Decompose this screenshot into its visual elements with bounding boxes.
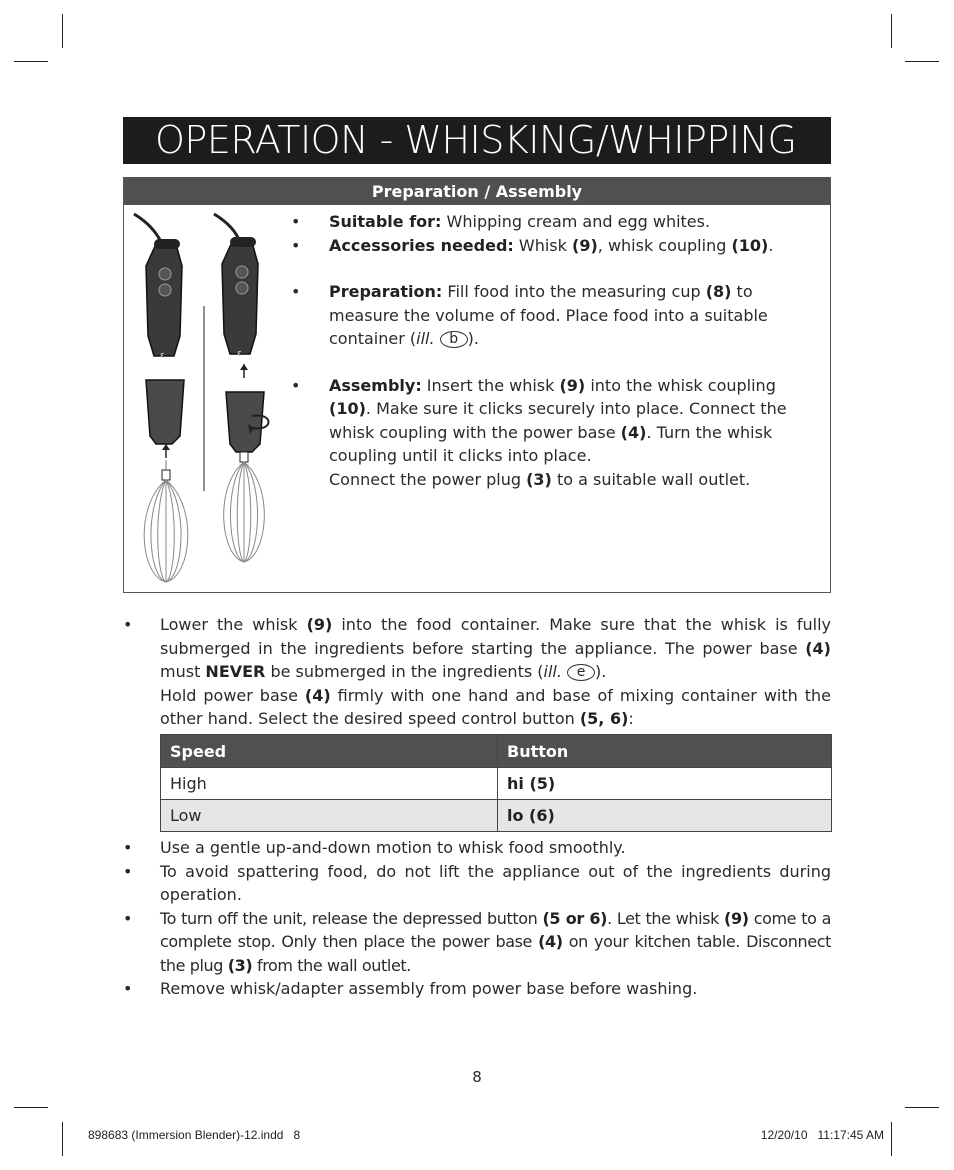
text: into the food container. Make sure that the whisk is fully submerged in the ingredients before starting the appliance. The power base — [160, 615, 832, 658]
part-ref: (3) — [526, 469, 552, 489]
part-ref: (9) — [559, 375, 586, 395]
text: be submerged in the ingredients ( — [265, 662, 544, 681]
text: Use a gentle up-and-down motion to whisk food smoothly. — [160, 838, 626, 857]
footer-filename: 898683 (Immersion Blender)-12.indd 8 — [88, 1128, 301, 1142]
svg-text:ε: ε — [160, 351, 165, 361]
text: To avoid spattering food, do not lift the appliance out of the ingredients during operation. — [160, 861, 831, 904]
text: come to a complete stop. Only then place the power base — [160, 908, 832, 951]
bullet: • — [291, 282, 301, 301]
button-cell: lo (6) — [498, 800, 832, 832]
bullet: • — [291, 375, 301, 395]
ill-word: ill. — [416, 329, 435, 348]
crop-mark — [905, 1107, 939, 1108]
text: must — [160, 662, 206, 681]
part-ref: (10) — [731, 235, 769, 255]
text: on your kitchen table. Disconnect the plug — [160, 932, 831, 975]
bullet: • — [291, 212, 301, 231]
part-ref: (8) — [705, 282, 732, 301]
crop-mark — [905, 61, 939, 62]
table-header-row — [161, 735, 832, 768]
text: Connect the power plug — [329, 469, 527, 489]
bullet: • — [291, 235, 301, 255]
text: . Let the whisk — [607, 908, 725, 928]
part-ref: (5 or 6) — [542, 908, 608, 928]
table-row — [161, 768, 832, 800]
preparation-box — [123, 177, 831, 593]
part-ref: (9) — [306, 615, 333, 634]
text: from the wall outlet. — [252, 955, 411, 975]
crop-mark — [891, 1122, 892, 1156]
blender-whisk-illustration — [124, 206, 304, 591]
speed-table — [160, 734, 832, 832]
ill-word: ill. — [543, 662, 562, 681]
part-ref: (5, 6) — [579, 709, 629, 728]
crop-mark — [62, 1122, 63, 1156]
text: Lower the whisk — [160, 615, 307, 634]
text: ). — [595, 662, 607, 681]
text: . Make sure it clicks securely into place. Connect the whisk coupling with the power base — [329, 399, 787, 442]
column-header-button: Button — [498, 735, 832, 768]
never-emphasis: NEVER — [205, 662, 266, 681]
instructions-continued — [123, 836, 831, 1001]
list-item — [123, 907, 831, 978]
crop-mark — [62, 14, 63, 48]
crop-mark — [14, 61, 48, 62]
column-header-speed: Speed — [161, 735, 498, 768]
part-ref: (9) — [572, 235, 598, 255]
text: to a suitable wall outlet. — [551, 469, 751, 489]
list-item — [123, 860, 831, 907]
list-item — [291, 210, 821, 234]
ill-e-marker: e — [567, 664, 595, 681]
part-ref: (10) — [329, 399, 366, 418]
part-ref: (4) — [620, 422, 647, 442]
text: To turn off the unit, release the depressed button — [160, 908, 543, 928]
part-ref: (9) — [724, 908, 749, 928]
text: . — [768, 235, 774, 255]
list-item — [291, 234, 821, 258]
footer-timestamp: 12/20/10 11:17:45 AM — [760, 1128, 884, 1142]
page-title: OPERATION - WHISKING/WHIPPING — [123, 117, 831, 164]
crop-mark — [14, 1107, 48, 1108]
part-ref: (4) — [538, 932, 563, 951]
part-ref: (3) — [227, 955, 253, 975]
part-ref: (4) — [805, 638, 831, 658]
text: : — [628, 709, 634, 728]
instructions — [123, 613, 831, 731]
accessories-label: Accessories needed: — [329, 235, 514, 255]
preparation-list — [291, 210, 821, 491]
text: Fill food into the measuring cup — [442, 282, 706, 301]
text: Remove whisk/adapter assembly from power base before washing. — [160, 979, 698, 998]
bullet: • — [123, 861, 133, 881]
preparation-label: Preparation: — [329, 282, 443, 301]
text: into the whisk coupling — [585, 375, 776, 395]
crop-mark — [891, 14, 892, 48]
suitable-label: Suitable for: — [329, 212, 442, 231]
ill-b-marker: b — [440, 331, 468, 348]
suitable-text: Whipping cream and egg whites. — [441, 212, 711, 231]
assembly-label: Assembly: — [329, 375, 422, 395]
speed-cell: High — [161, 768, 498, 800]
part-ref: (4) — [304, 685, 331, 705]
text: , whisk coupling — [597, 235, 732, 255]
svg-text:ε: ε — [237, 349, 242, 359]
button-cell: hi (5) — [498, 768, 832, 800]
speed-cell: Low — [161, 800, 498, 832]
text: Insert the whisk — [421, 375, 560, 395]
bullet: • — [123, 908, 133, 928]
bullet: • — [123, 615, 133, 634]
text: to measure the volume of food. Place food into a suitable container ( — [329, 282, 768, 348]
text: firmly with one hand and base of mixing container with the other hand. Select the desired speed control button — [160, 685, 831, 728]
text: ). — [467, 329, 479, 348]
table-row — [161, 800, 832, 832]
text: Hold power base — [160, 685, 305, 705]
list-item — [123, 613, 831, 731]
text: Whisk — [513, 235, 572, 255]
list-item — [291, 374, 821, 492]
preparation-header: Preparation / Assembly — [124, 178, 830, 205]
list-item — [291, 280, 821, 351]
list-item — [123, 836, 831, 860]
list-item — [123, 977, 831, 1001]
bullet: • — [123, 838, 133, 857]
page-number: 8 — [472, 1068, 482, 1086]
bullet: • — [123, 979, 133, 998]
text: . Turn the whisk coupling until it clicks into place. — [329, 422, 773, 465]
